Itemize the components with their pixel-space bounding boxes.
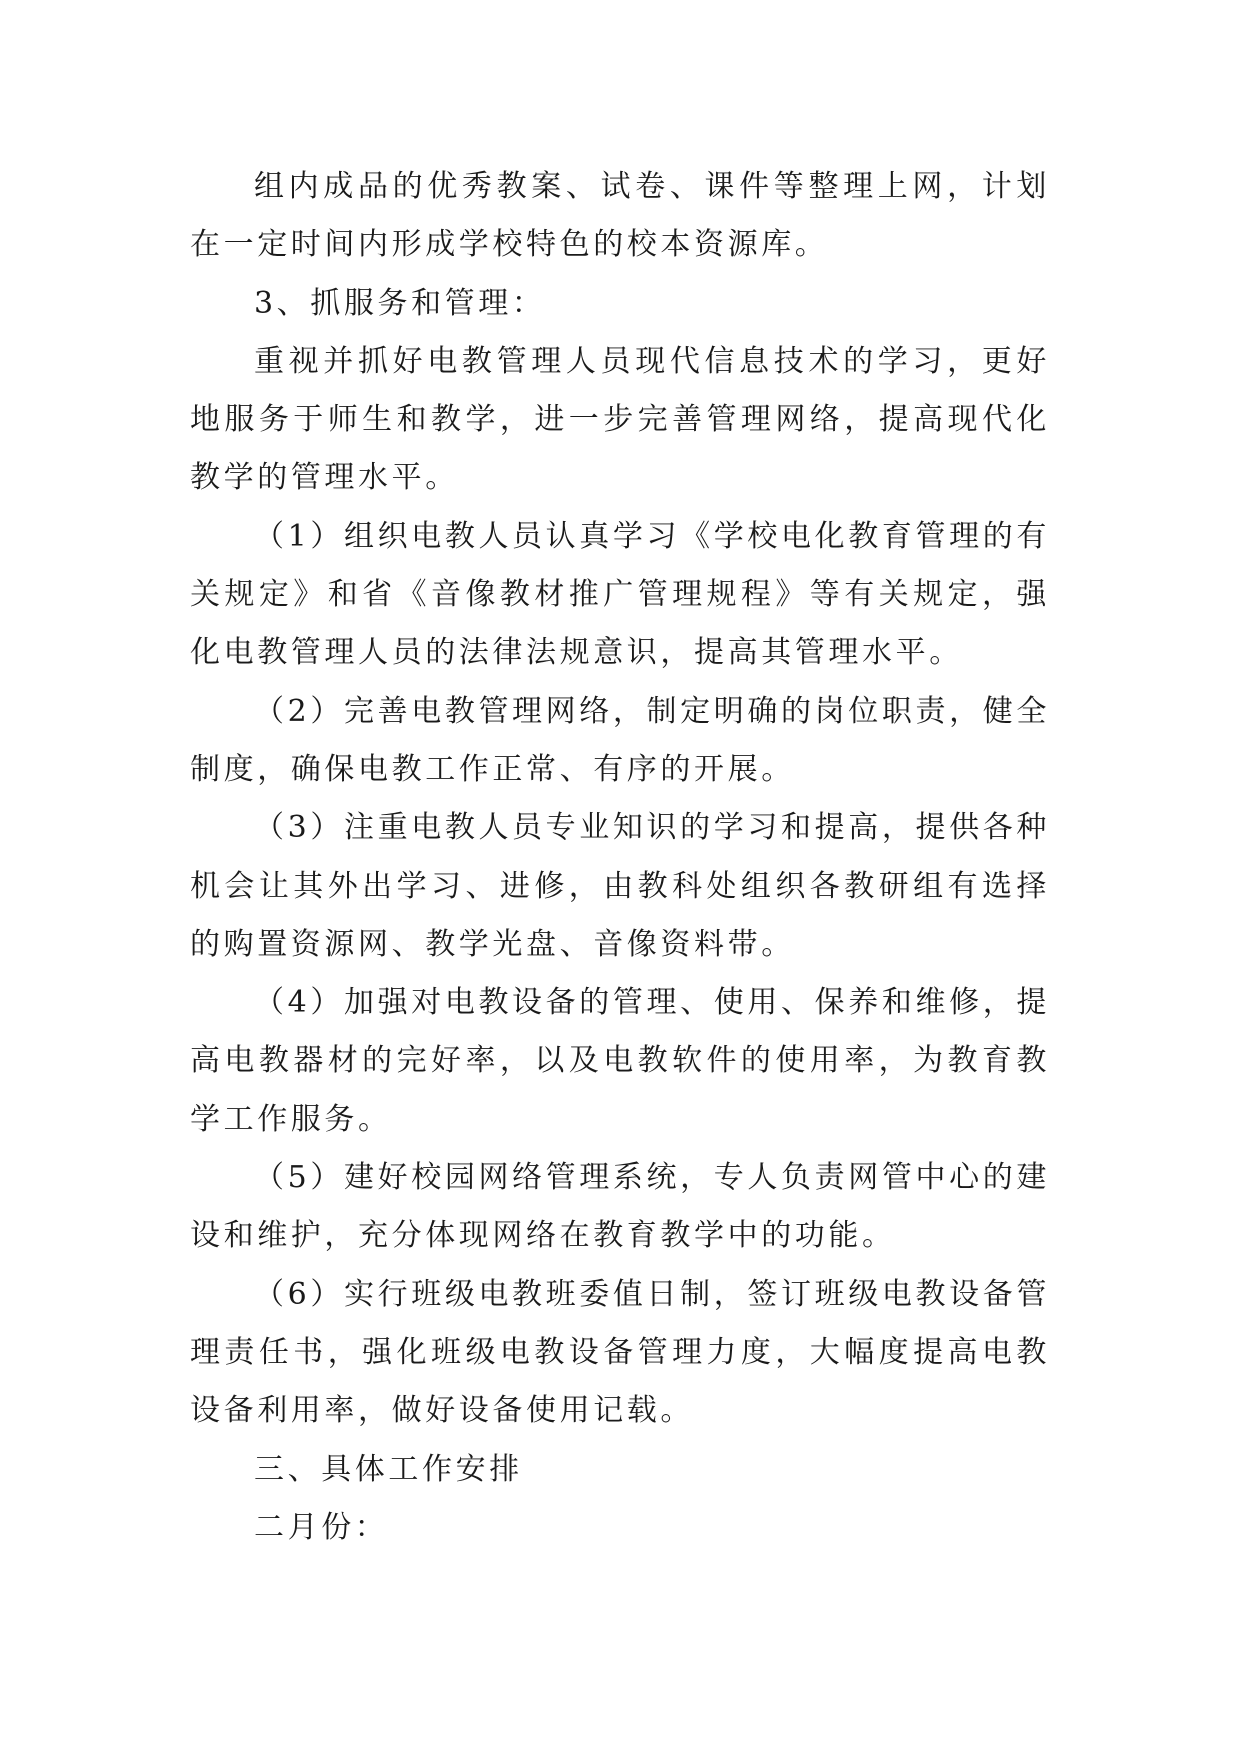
- list-item-1: （1）组织电教人员认真学习《学校电化教育管理的有关规定》和省《音像教材推广管理规程》等有关规定，强化电教管理人员的法律法规意识，提高其管理水平。: [190, 518, 1050, 671]
- document-body: [190, 158, 1050, 1557]
- paragraph-resource-library: 组内成品的优秀教案、试卷、课件等整理上网，计划在一定时间内形成学校特色的校本资源库。: [190, 169, 1050, 263]
- list-item-3: （3）注重电教人员专业知识的学习和提高，提供各种机会让其外出学习、进修，由教科处组织各教研组有选择的购置资源网、教学光盘、音像资料带。: [190, 810, 1050, 962]
- section-heading-work-plan: 三、具体工作安排: [254, 1451, 523, 1487]
- heading-service-management: 3、抓服务和管理：: [254, 285, 546, 321]
- paragraph-staff-study: 重视并抓好电教管理人员现代信息技术的学习，更好地服务于师生和教学，进一步完善管理网络，提高现代化教学的管理水平。: [190, 343, 1050, 496]
- list-item-4: （4）加强对电教设备的管理、使用、保养和维修，提高电教器材的完好率，以及电教软件的使用率，为教育教学工作服务。: [190, 985, 1050, 1137]
- month-heading-february: 二月份：: [254, 1509, 389, 1545]
- list-item-6: （6）实行班级电教班委值日制，签订班级电教设备管理责任书，强化班级电教设备管理力度，大幅度提高电教设备利用率，做好设备使用记载。: [190, 1276, 1050, 1429]
- list-item-5: （5）建好校园网络管理系统，专人负责网管中心的建设和维护，充分体现网络在教育教学中的功能。: [190, 1160, 1050, 1254]
- list-item-2: （2）完善电教管理网络，制定明确的岗位职责，健全制度，确保电教工作正常、有序的开展。: [190, 693, 1050, 787]
